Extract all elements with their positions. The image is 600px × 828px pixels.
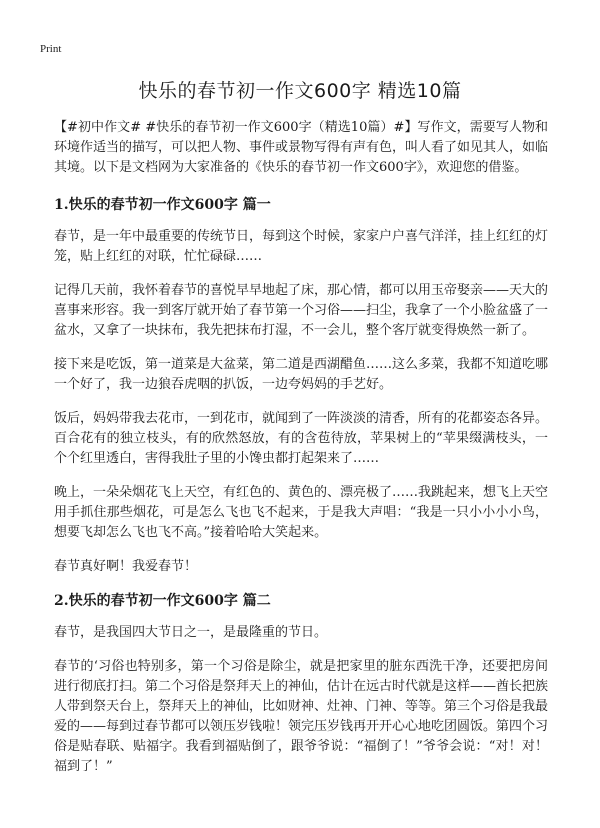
paragraph: 春节的‘习俗也特别多，第一个习俗是除尘，就是把家里的脏东西洗干净，还要把房间进行彻底打扫。第二个习俗是祭拜天上的神仙，估计在远古时代就是这样——酋长把族人带到祭天台上，祭拜天上的神仙，比如财神、灶神、门神、等等。第三个习俗是我最爱的——每到过春节都可以领压岁钱啦！领完压岁钱再开开心心地吃团圆饭。第四个习俗是贴春联、贴福字。我看到福贴倒了，跟爷爷说：“福倒了！”爷爷会说：“对！对！福到了！” xyxy=(54,659,549,774)
section-heading-2: 2.快乐的春节初一作文600字 篇二 xyxy=(54,593,271,609)
intro-paragraph: 【#初中作文# #快乐的春节初一作文600字（精选10篇）#】写作文，需要写人物和环境作适当的描写，可以把人物、事件或景物写得有声有色，叫人看了如见其人，如临其境。以下是文档网为大家准备的《快乐的春节初一作文600字》，欢迎您的借鉴。 xyxy=(54,120,549,175)
article-body xyxy=(54,118,548,791)
page-title: 快乐的春节初一作文600字 精选10篇 xyxy=(138,80,462,102)
paragraph: 饭后，妈妈带我去花市，一到花市，就闻到了一阵淡淡的清香，所有的花都姿态各异。百合花有的独立枝头，有的欣然怒放，有的含苞待放，苹果树上的“苹果缀满枝头，一个个红里透白，害得我肚子里的小馋虫都打起架来了…… xyxy=(54,411,549,466)
paragraph: 晚上，一朵朵烟花飞上天空，有红色的、黄色的、漂亮极了……我跳起来，想飞上天空用手抓住那些烟花，可是怎么飞也飞不起来，于是我大声唱：“我是一只小小小小鸟，想要飞却怎么飞也飞不高。”接着哈哈大笑起来。 xyxy=(54,485,549,540)
print-label: Print xyxy=(40,43,62,55)
paragraph: 记得几天前，我怀着春节的喜悦早早地起了床，那心情，都可以用玉帝娶亲——天大的喜事来形容。我一到客厅就开始了春节第一个习俗——扫尘，我拿了一个小脸盆盛了一盆水，又拿了一块抹布，我先把抹布打湿，不一会儿，整个客厅就变得焕然一新了。 xyxy=(54,283,549,338)
section-heading-1: 1.快乐的春节初一作文600字 篇一 xyxy=(54,197,271,213)
paragraph: 春节真好啊！我爱春节！ xyxy=(54,559,198,574)
paragraph: 接下来是吃饭，第一道菜是大盆菜，第二道是西湖醋鱼……这么多菜，我都不知道吃哪一个好了，我一边狼吞虎咽的扒饭，一边夸妈妈的手艺好。 xyxy=(54,357,549,392)
paragraph: 春节，是一年中最重要的传统节日，每到这个时候，家家户户喜气洋洋，挂上红红的灯笼，贴上红红的对联，忙忙碌碌…… xyxy=(54,229,549,264)
paragraph: 春节，是我国四大节日之一，是最隆重的节日。 xyxy=(54,625,328,640)
